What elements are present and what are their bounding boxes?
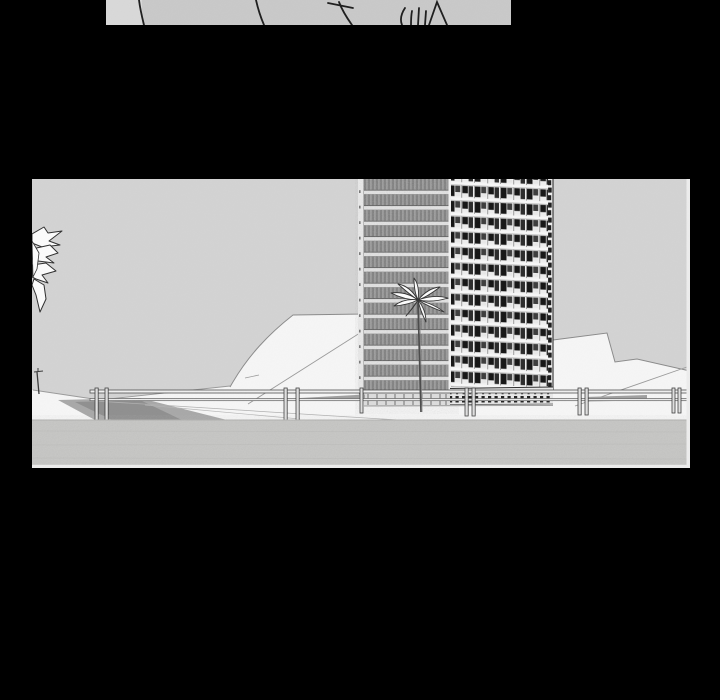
main-panel-art bbox=[32, 179, 690, 468]
top-panel-art bbox=[106, 0, 511, 25]
top-partial-panel bbox=[106, 0, 511, 25]
paper-grain bbox=[106, 0, 511, 25]
main-scene-panel bbox=[32, 179, 690, 468]
paper-grain bbox=[32, 179, 690, 468]
